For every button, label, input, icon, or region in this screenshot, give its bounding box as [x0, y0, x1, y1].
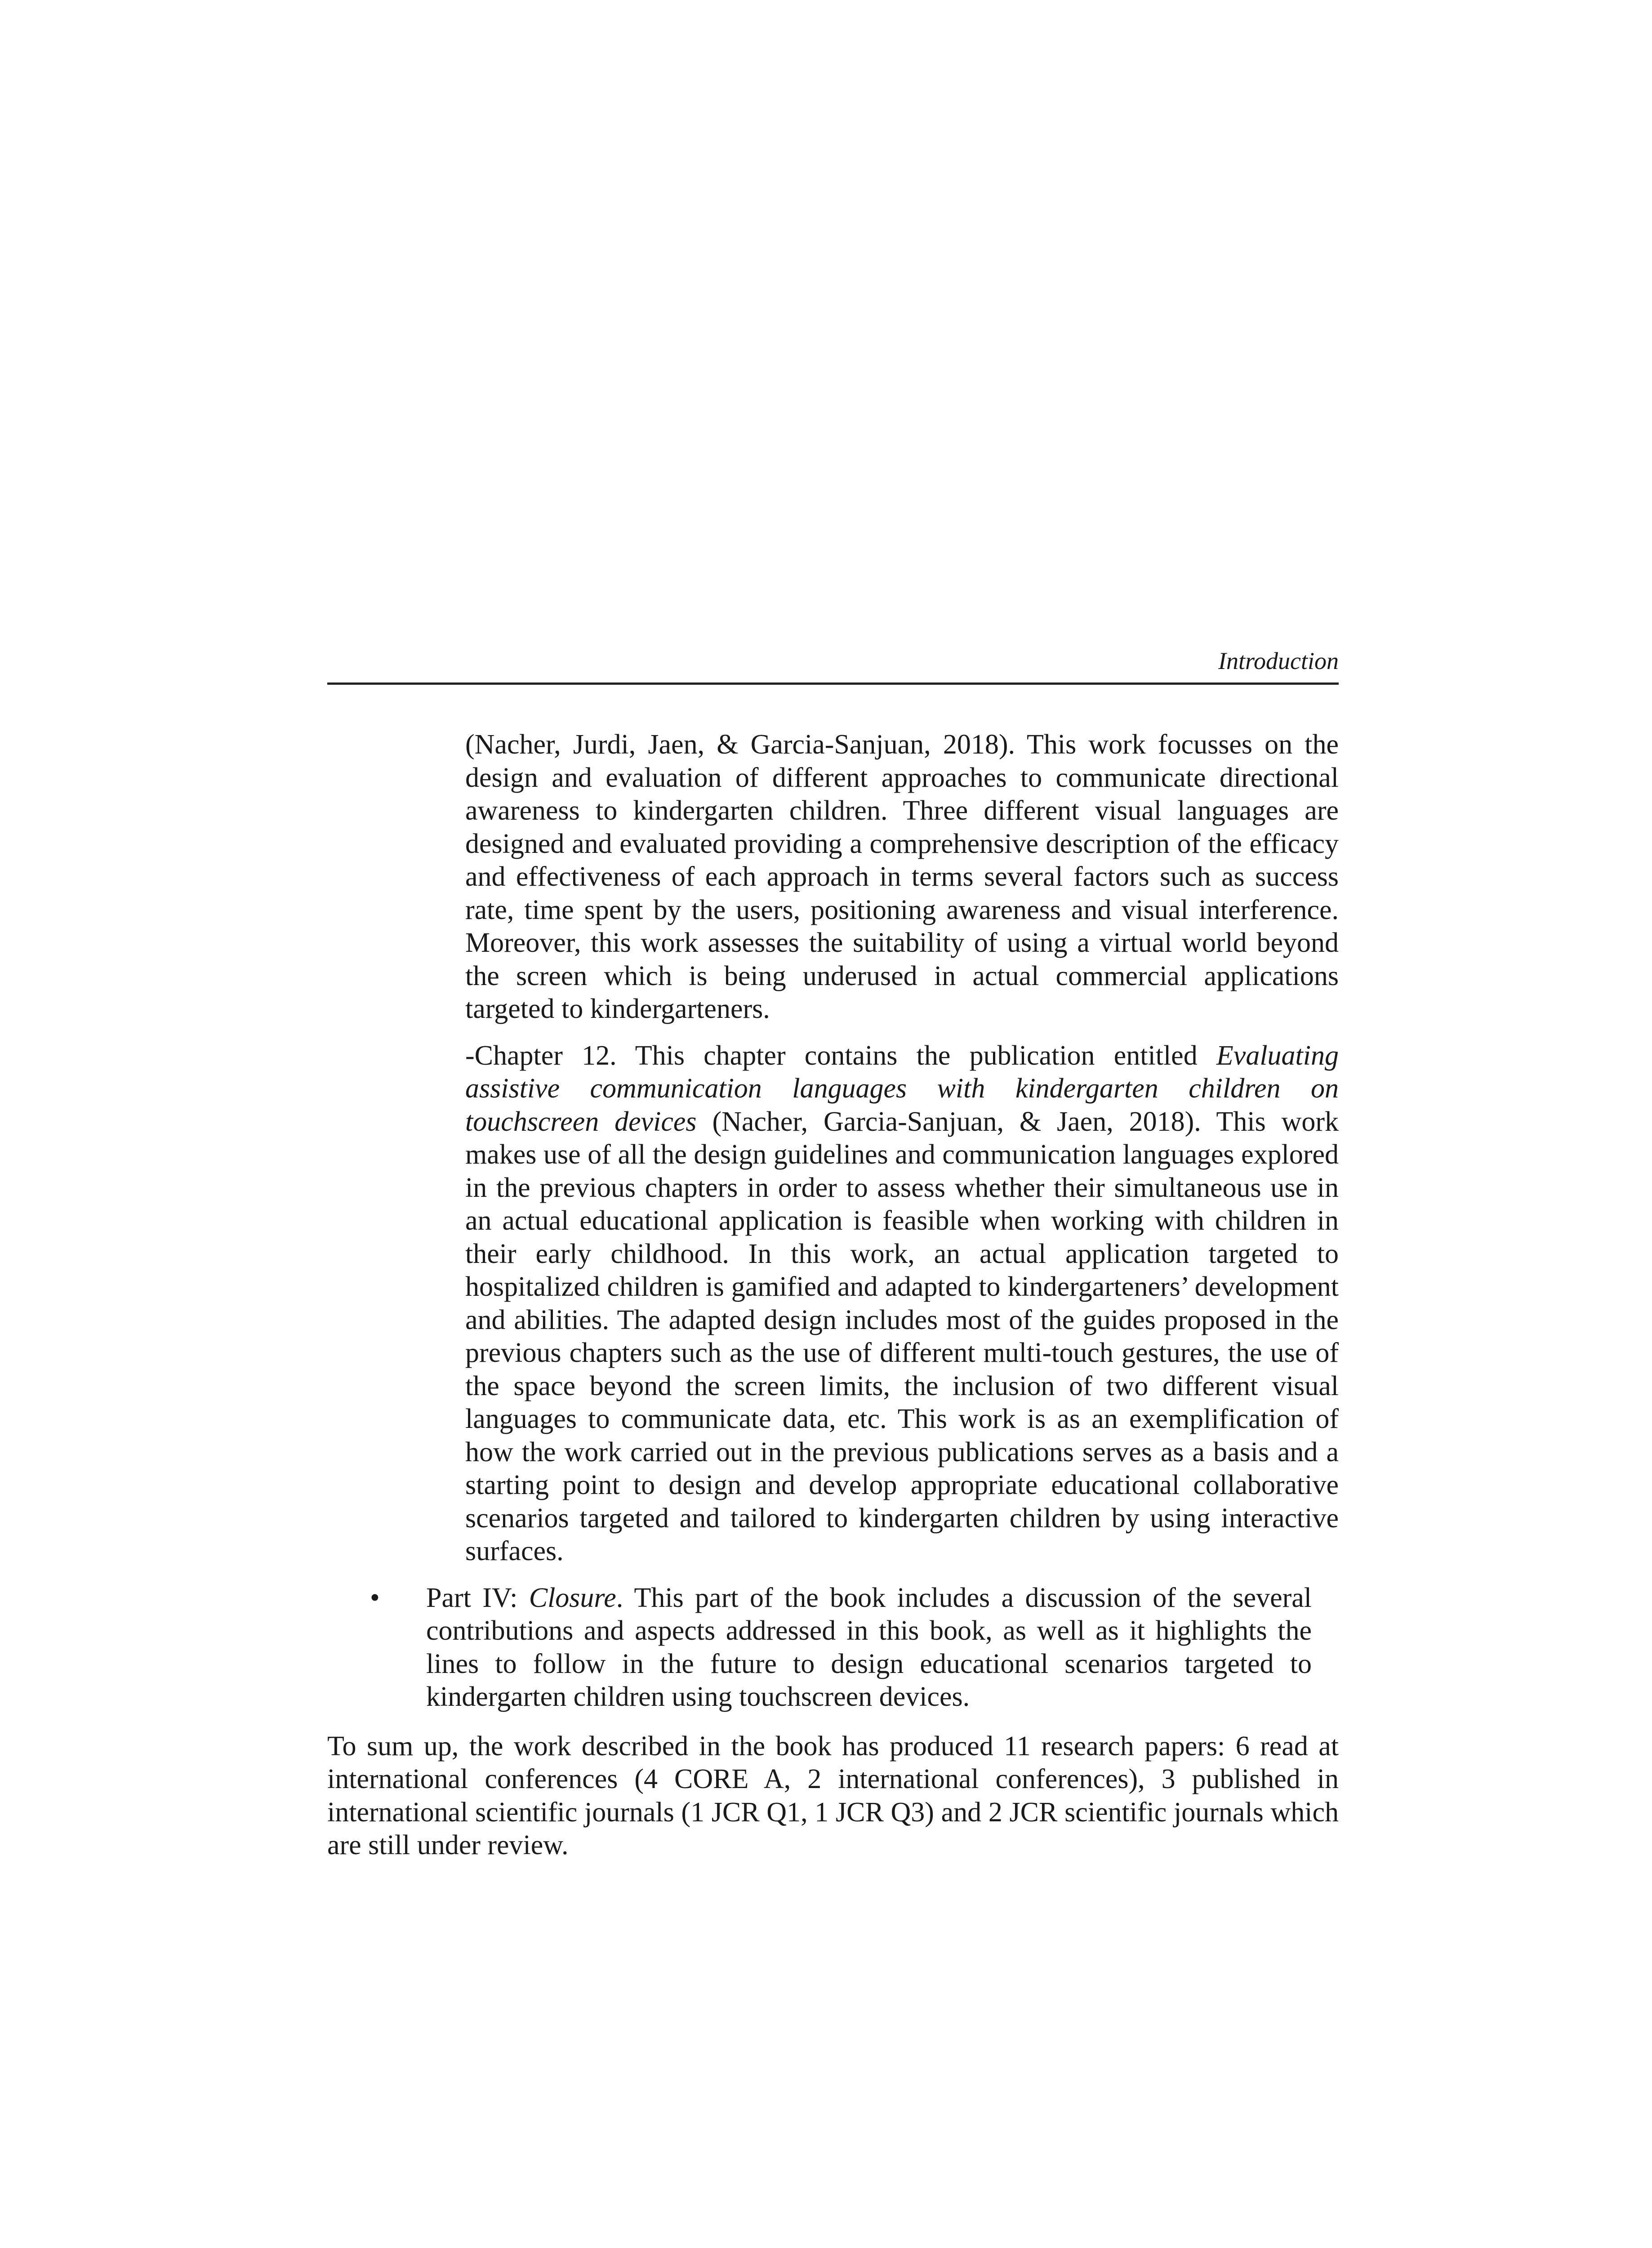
chapter-list-block	[465, 728, 1339, 1568]
chapter-12-lead: -Chapter 12. This chapter contains the publication entitled	[465, 1040, 1216, 1071]
bullet-icon: •	[370, 1582, 380, 1613]
part-iv-title: Closure	[529, 1582, 616, 1613]
summary-paragraph: To sum up, the work described in the book has produced 11 research papers: 6 read at international conferences (4 CORE A, 2 international conferences), 3 published in international scientific journals (1 JCR Q1, 1 JCR Q3) and 2 JCR scientific journals which are still under review.	[327, 1731, 1339, 1860]
part-iv-list-item	[370, 1582, 1339, 1714]
chapter-12-description: (Nacher, Garcia-Sanjuan, & Jaen, 2018). This work makes use of all the design guidelines and communication languages explored in the previous chapters in order to assess whether their simultaneous use in an actual educational application is feasible when working with children in their early childhood. In this work, an actual application targeted to hospitalized children is gamified and adapted to kindergarteners’ development and abilities. The adapted design includes most of the guides proposed in the previous chapters such as the use of different multi-touch gestures, the use of the space beyond the screen limits, the inclusion of two different visual languages to communicate data, etc. This work is as an exemplification of how the work carried out in the previous publications serves as a basis and a starting point to design and develop appropriate educational collaborative scenarios targeted and tailored to kindergarten children by using interactive surfaces.	[465, 1106, 1339, 1566]
chapter-12-publication-title: Evaluating assistive communication languages with kindergarten children on touchscreen devices	[465, 1040, 1339, 1137]
part-iv-description: . This part of the book includes a discussion of the several contributions and aspects addressed in this book, as well as it highlights the lines to follow in the future to design educational scenarios targeted to kindergarten children using touchscreen devices.	[426, 1582, 1312, 1712]
page-body	[327, 728, 1339, 1862]
part-iv-lead: Part IV:	[426, 1582, 529, 1613]
running-header-title: Introduction	[327, 647, 1339, 685]
chapter-11-continuation-paragraph: (Nacher, Jurdi, Jaen, & Garcia-Sanjuan, 2018). This work focusses on the design and evaluation of different approaches to communicate directional awareness to kindergarten children. Three different visual languages are designed and evaluated providing a comprehensive description of the efficacy and effectiveness of each approach in terms several factors such as success rate, time spent by the users, positioning awareness and visual interference. Moreover, this work assesses the suitability of using a virtual world beyond the screen which is being underused in actual commercial applications targeted to kindergarteners.	[465, 729, 1339, 1024]
chapter-12-paragraph	[465, 1039, 1339, 1568]
